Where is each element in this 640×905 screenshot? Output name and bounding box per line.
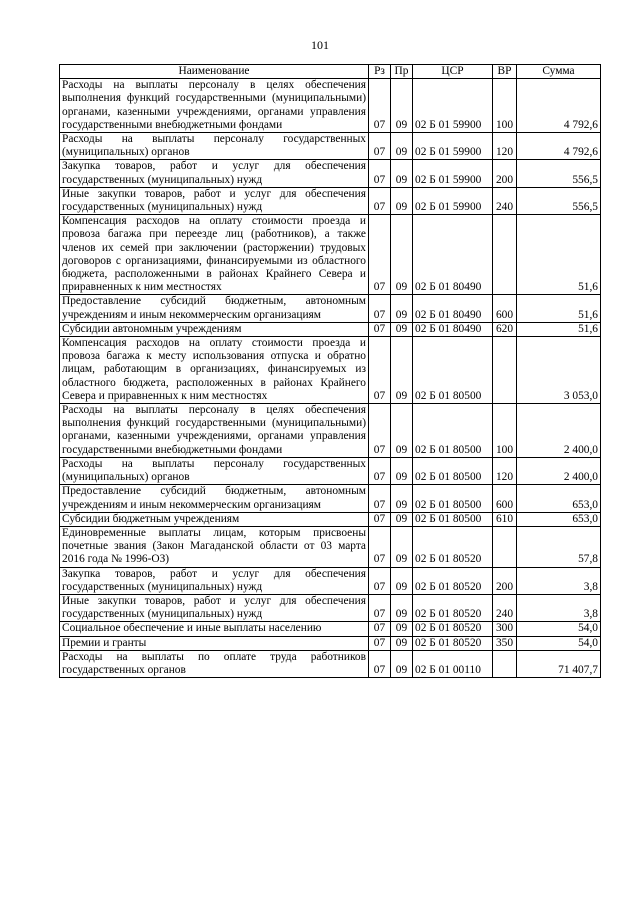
- row-vr-cell: 610: [493, 512, 517, 526]
- row-sum-cell: 653,0: [517, 485, 601, 512]
- row-name-cell: Субсидии бюджетным учреждениям: [60, 512, 369, 526]
- row-name-cell: Расходы на выплаты персоналу в целях обеспечения выполнения функций государственными (муниципальными) органами, казенными учреждениями, органами управления государственными внебюджетными фондами: [60, 79, 369, 133]
- row-rz-cell: 07: [369, 485, 391, 512]
- header-name: Наименование: [60, 65, 369, 79]
- row-rz-cell: 07: [369, 404, 391, 458]
- row-vr-cell: 600: [493, 485, 517, 512]
- table-row: [60, 650, 601, 677]
- table-row: [60, 160, 601, 187]
- table-row: [60, 512, 601, 526]
- row-csr-cell: 02 Б 01 80520: [413, 567, 493, 594]
- page-number: 101: [311, 38, 329, 52]
- row-vr-cell: 240: [493, 594, 517, 621]
- row-vr-cell: 300: [493, 622, 517, 636]
- table-row: [60, 322, 601, 336]
- row-csr-cell: 02 Б 01 80490: [413, 322, 493, 336]
- table-row: [60, 526, 601, 567]
- row-name-cell: Премии и гранты: [60, 636, 369, 650]
- row-csr-cell: 02 Б 01 59900: [413, 187, 493, 214]
- row-name-cell: Предоставление субсидий бюджетным, автономным учреждениям и иным некоммерческим организациям: [60, 295, 369, 322]
- row-rz-cell: 07: [369, 133, 391, 160]
- row-csr-cell: 02 Б 01 80500: [413, 512, 493, 526]
- row-pr-cell: 09: [391, 404, 413, 458]
- row-name-cell: Иные закупки товаров, работ и услуг для обеспечения государственных (муниципальных) нужд: [60, 594, 369, 621]
- row-vr-cell: [493, 526, 517, 567]
- row-sum-cell: 71 407,7: [517, 650, 601, 677]
- table-row: [60, 457, 601, 484]
- row-vr-cell: 240: [493, 187, 517, 214]
- row-pr-cell: 09: [391, 457, 413, 484]
- row-pr-cell: 09: [391, 133, 413, 160]
- row-csr-cell: 02 Б 01 80500: [413, 457, 493, 484]
- row-sum-cell: 4 792,6: [517, 133, 601, 160]
- row-rz-cell: 07: [369, 512, 391, 526]
- row-csr-cell: 02 Б 01 80520: [413, 594, 493, 621]
- row-pr-cell: 09: [391, 79, 413, 133]
- table-row: [60, 567, 601, 594]
- row-vr-cell: [493, 215, 517, 295]
- row-vr-cell: 120: [493, 133, 517, 160]
- row-sum-cell: 51,6: [517, 295, 601, 322]
- row-pr-cell: 09: [391, 160, 413, 187]
- row-pr-cell: 09: [391, 215, 413, 295]
- row-name-cell: Единовременные выплаты лицам, которым присвоены почетные звания (Закон Магаданской области от 03 марта 2016 года № 1996-ОЗ): [60, 526, 369, 567]
- row-csr-cell: 02 Б 01 59900: [413, 160, 493, 187]
- row-pr-cell: 09: [391, 295, 413, 322]
- row-vr-cell: 350: [493, 636, 517, 650]
- header-vr: ВР: [493, 65, 517, 79]
- row-sum-cell: 556,5: [517, 160, 601, 187]
- table-row: [60, 404, 601, 458]
- row-name-cell: Субсидии автономным учреждениям: [60, 322, 369, 336]
- row-rz-cell: 07: [369, 636, 391, 650]
- table-row: [60, 133, 601, 160]
- row-vr-cell: [493, 650, 517, 677]
- row-csr-cell: 02 Б 01 80520: [413, 636, 493, 650]
- row-sum-cell: 3,8: [517, 594, 601, 621]
- row-sum-cell: 653,0: [517, 512, 601, 526]
- table-row: [60, 187, 601, 214]
- row-vr-cell: [493, 337, 517, 404]
- row-name-cell: Компенсация расходов на оплату стоимости проезда и провоза багажа к месту использования отпуска и обратно лицам, работающим в организациях, финансируемых из областного бюджета, расположенных в районах Крайнего Севера и приравненных к ним местностях: [60, 337, 369, 404]
- table-row: [60, 622, 601, 636]
- row-name-cell: Расходы на выплаты персоналу государственных (муниципальных) органов: [60, 133, 369, 160]
- row-csr-cell: 02 Б 01 80500: [413, 404, 493, 458]
- header-row: [60, 65, 601, 79]
- row-sum-cell: 4 792,6: [517, 79, 601, 133]
- header-pr: Пр: [391, 65, 413, 79]
- row-name-cell: Иные закупки товаров, работ и услуг для обеспечения государственных (муниципальных) нужд: [60, 187, 369, 214]
- row-sum-cell: 54,0: [517, 636, 601, 650]
- table-row: [60, 215, 601, 295]
- row-sum-cell: 3 053,0: [517, 337, 601, 404]
- row-pr-cell: 09: [391, 636, 413, 650]
- table-row: [60, 295, 601, 322]
- row-sum-cell: 51,6: [517, 215, 601, 295]
- table-header: [60, 65, 601, 79]
- row-vr-cell: 100: [493, 404, 517, 458]
- row-pr-cell: 09: [391, 322, 413, 336]
- row-csr-cell: 02 Б 01 80520: [413, 526, 493, 567]
- row-vr-cell: 200: [493, 160, 517, 187]
- row-rz-cell: 07: [369, 295, 391, 322]
- row-rz-cell: 07: [369, 650, 391, 677]
- row-pr-cell: 09: [391, 187, 413, 214]
- row-sum-cell: 2 400,0: [517, 404, 601, 458]
- table-row: [60, 485, 601, 512]
- row-csr-cell: 02 Б 01 80520: [413, 622, 493, 636]
- row-vr-cell: 100: [493, 79, 517, 133]
- row-pr-cell: 09: [391, 337, 413, 404]
- row-rz-cell: 07: [369, 322, 391, 336]
- table-body: [60, 79, 601, 678]
- row-name-cell: Закупка товаров, работ и услуг для обеспечения государственных (муниципальных) нужд: [60, 160, 369, 187]
- table-row: [60, 79, 601, 133]
- row-csr-cell: 02 Б 01 80500: [413, 337, 493, 404]
- row-csr-cell: 02 Б 01 59900: [413, 133, 493, 160]
- row-rz-cell: 07: [369, 567, 391, 594]
- row-pr-cell: 09: [391, 567, 413, 594]
- row-csr-cell: 02 Б 01 00110: [413, 650, 493, 677]
- table-row: [60, 594, 601, 621]
- row-vr-cell: 120: [493, 457, 517, 484]
- row-rz-cell: 07: [369, 594, 391, 621]
- row-name-cell: Социальное обеспечение и иные выплаты населению: [60, 622, 369, 636]
- row-rz-cell: 07: [369, 160, 391, 187]
- row-rz-cell: 07: [369, 215, 391, 295]
- row-pr-cell: 09: [391, 650, 413, 677]
- row-rz-cell: 07: [369, 622, 391, 636]
- row-sum-cell: 2 400,0: [517, 457, 601, 484]
- row-pr-cell: 09: [391, 526, 413, 567]
- row-name-cell: Расходы на выплаты по оплате труда работников государственных органов: [60, 650, 369, 677]
- table-row: [60, 337, 601, 404]
- header-csr: ЦСР: [413, 65, 493, 79]
- row-name-cell: Расходы на выплаты персоналу в целях обеспечения выполнения функций государственными (муниципальными) органами, казенными учреждениями, органами управления государственными внебюджетными фондами: [60, 404, 369, 458]
- row-rz-cell: 07: [369, 457, 391, 484]
- row-sum-cell: 3,8: [517, 567, 601, 594]
- row-name-cell: Закупка товаров, работ и услуг для обеспечения государственных (муниципальных) нужд: [60, 567, 369, 594]
- table-row: [60, 636, 601, 650]
- row-sum-cell: 51,6: [517, 322, 601, 336]
- row-pr-cell: 09: [391, 594, 413, 621]
- row-sum-cell: 57,8: [517, 526, 601, 567]
- header-sum: Сумма: [517, 65, 601, 79]
- budget-table: [59, 64, 601, 678]
- row-sum-cell: 54,0: [517, 622, 601, 636]
- row-name-cell: Расходы на выплаты персоналу государственных (муниципальных) органов: [60, 457, 369, 484]
- row-name-cell: Компенсация расходов на оплату стоимости проезда и провоза багажа при переезде лиц (работников), а также членов их семей при заключении (расторжении) трудовых договоров с организациями, финансируемыми из областного бюджета, расположенными в районах Крайнего Севера и приравненных к ним местностях: [60, 215, 369, 295]
- row-pr-cell: 09: [391, 622, 413, 636]
- row-pr-cell: 09: [391, 485, 413, 512]
- row-vr-cell: 200: [493, 567, 517, 594]
- row-sum-cell: 556,5: [517, 187, 601, 214]
- row-csr-cell: 02 Б 01 80490: [413, 215, 493, 295]
- row-pr-cell: 09: [391, 512, 413, 526]
- row-rz-cell: 07: [369, 79, 391, 133]
- row-rz-cell: 07: [369, 337, 391, 404]
- row-csr-cell: 02 Б 01 59900: [413, 79, 493, 133]
- header-rz: Рз: [369, 65, 391, 79]
- row-vr-cell: 600: [493, 295, 517, 322]
- row-vr-cell: 620: [493, 322, 517, 336]
- row-name-cell: Предоставление субсидий бюджетным, автономным учреждениям и иным некоммерческим организациям: [60, 485, 369, 512]
- row-csr-cell: 02 Б 01 80500: [413, 485, 493, 512]
- row-rz-cell: 07: [369, 526, 391, 567]
- row-csr-cell: 02 Б 01 80490: [413, 295, 493, 322]
- row-rz-cell: 07: [369, 187, 391, 214]
